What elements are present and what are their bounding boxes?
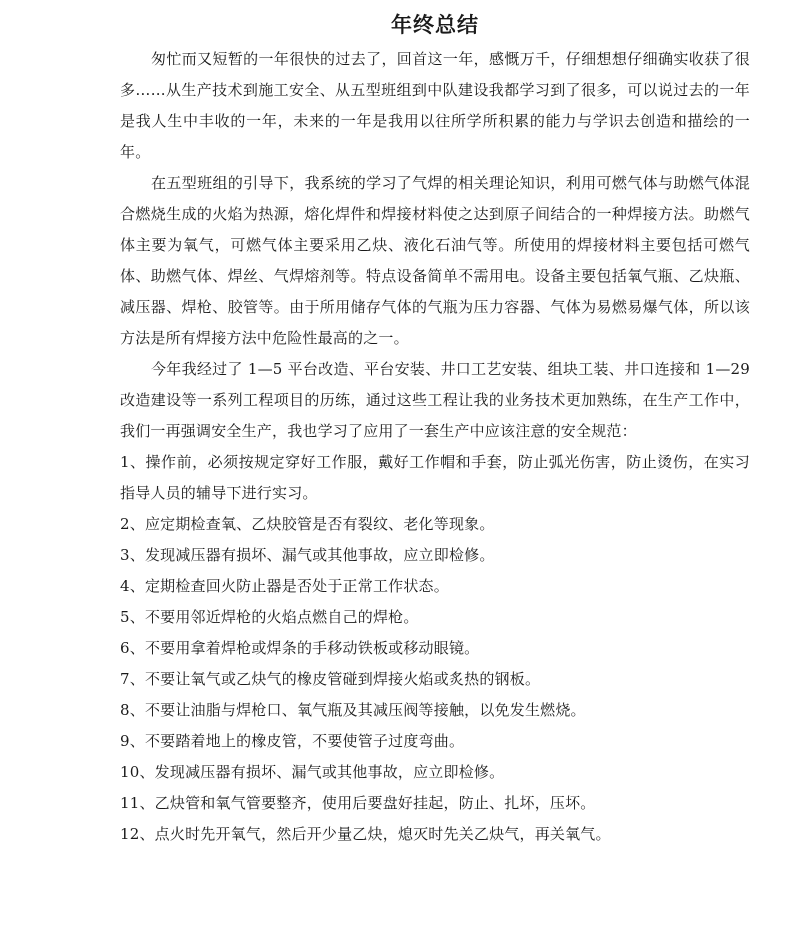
safety-rule-item: 1、操作前，必须按规定穿好工作服，戴好工作帽和手套，防止弧光伤害，防止烫伤，在实习指导人员的辅导下进行实习。 (120, 453, 750, 502)
safety-rule-item: 3、发现减压器有损坏、漏气或其他事故，应立即检修。 (120, 546, 495, 564)
safety-rule-item: 4、定期检查回火防止器是否处于正常工作状态。 (120, 577, 449, 595)
paragraph-welding-theory: 在五型班组的引导下，我系统的学习了气焊的相关理论知识，利用可燃气体与助燃气体混合燃烧生成的火焰为热源，熔化焊件和焊接材料使之达到原子间结合的一种焊接方法。助燃气体主要为氧气，可燃气体主要采用乙炔、液化石油气等。所使用的焊接材料主要包括可燃气体、助燃气体、焊丝、气焊熔剂等。特点设备简单不需用电。设备主要包括氧气瓶、乙炔瓶、减压器、焊枪、胶管等。由于所用储存气体的气瓶为压力容器、气体为易燃易爆气体，所以该方法是所有焊接方法中危险性最高的之一。 (120, 174, 750, 347)
paragraph-projects: 今年我经过了 1—5 平台改造、平台安装、井口工艺安装、组块工装、井口连接和 1—29 改造建设等一系列工程项目的历练，通过这些工程让我的业务技术更加熟练，在生产工作中，我们一再强调安全生产，我也学习了应用了一套生产中应该注意的安全规范： (120, 360, 750, 440)
safety-rule-item: 9、不要踏着地上的橡皮管，不要使管子过度弯曲。 (120, 732, 465, 750)
safety-rule-item: 10、发现减压器有损坏、漏气或其他事故，应立即检修。 (120, 763, 505, 781)
safety-rules-list (120, 447, 750, 850)
page-title: 年终总结 (391, 13, 479, 37)
safety-rule-item: 7、不要让氧气或乙炔气的橡皮管碰到焊接火焰或炙热的钢板。 (120, 670, 541, 688)
safety-rule-item: 8、不要让油脂与焊枪口、氧气瓶及其减压阀等接触，以免发生燃烧。 (120, 701, 586, 719)
safety-rule-item: 11、乙炔管和氧气管要整齐，使用后要盘好挂起，防止、扎坏，压坏。 (120, 794, 596, 812)
safety-rule-item: 6、不要用拿着焊枪或焊条的手移动铁板或移动眼镜。 (120, 639, 480, 657)
safety-rule-item: 5、不要用邻近焊枪的火焰点燃自己的焊枪。 (120, 608, 419, 626)
safety-rule-item: 12、点火时先开氧气，然后开少量乙炔，熄灭时先关乙炔气，再关氧气。 (120, 825, 611, 843)
safety-rule-item: 2、应定期检查氧、乙炔胶管是否有裂纹、老化等现象。 (120, 515, 495, 533)
paragraph-intro: 匆忙而又短暂的一年很快的过去了，回首这一年，感慨万千，仔细想想仔细确实收获了很多……从生产技术到施工安全、从五型班组到中队建设我都学习到了很多，可以说过去的一年是我人生中丰收的一年，未来的一年是我用以往所学所积累的能力与学识去创造和描绘的一年。 (120, 50, 750, 161)
